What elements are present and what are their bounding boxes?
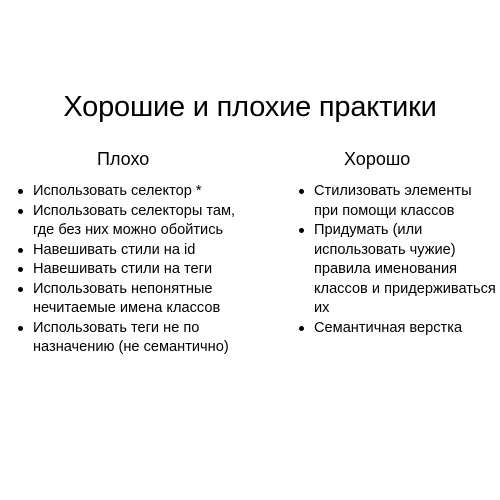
list-item xyxy=(15,260,260,280)
list-item-text: Использовать теги не по назначению (не семантично) xyxy=(33,319,229,355)
bullet-icon xyxy=(18,287,23,292)
list-item-text: Семантичная верстка xyxy=(314,319,463,336)
list-item xyxy=(15,182,260,202)
list-item xyxy=(15,319,260,358)
bullet-icon xyxy=(18,267,23,272)
list-item xyxy=(296,221,496,319)
list-item-text: Использовать селекторы там, где без них можно обойтись xyxy=(33,202,236,238)
bullet-icon xyxy=(299,326,304,331)
list-item xyxy=(15,280,260,319)
slide-title: Хорошие и плохие практики xyxy=(63,91,437,123)
bad-practices-heading: Плохо xyxy=(97,149,150,169)
bullet-icon xyxy=(18,209,23,214)
list-item xyxy=(296,182,496,221)
list-item xyxy=(15,202,260,241)
bad-practices-list xyxy=(15,182,260,358)
list-item xyxy=(15,241,260,261)
list-item-text: Стилизовать элементы при помощи классов xyxy=(314,183,472,219)
bullet-icon xyxy=(299,228,304,233)
list-item-text: Придумать (или использовать чужие) правила именования классов и придерживаться их xyxy=(314,222,496,316)
list-item-text: Использовать непонятные нечитаемые имена классов xyxy=(33,280,221,316)
good-practices-list xyxy=(296,182,496,338)
list-item-text: Навешивать стили на id xyxy=(33,241,196,258)
bullet-icon xyxy=(18,248,23,253)
bad-practices-column xyxy=(15,148,260,358)
bullet-icon xyxy=(18,189,23,194)
bullet-icon xyxy=(299,189,304,194)
good-practices-column xyxy=(296,148,496,338)
good-practices-heading: Хорошо xyxy=(344,149,411,169)
list-item-text: Навешивать стили на теги xyxy=(33,261,213,277)
list-item-text: Использовать селектор * xyxy=(33,183,202,199)
bullet-icon xyxy=(18,326,23,331)
list-item xyxy=(296,319,496,339)
